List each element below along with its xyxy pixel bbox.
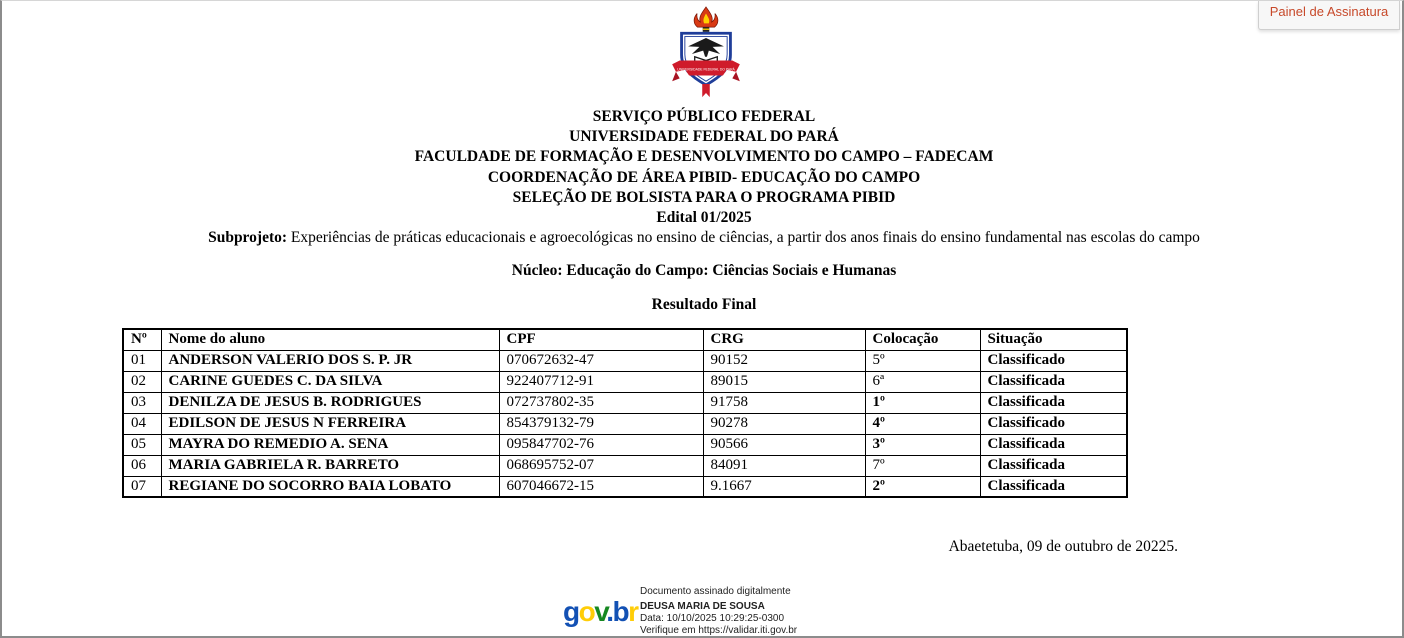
cell-cpf: 070672632-47 [499,350,703,371]
header-line: UNIVERSIDADE FEDERAL DO PARÁ [569,128,839,146]
table-row [123,371,1127,392]
cell-crg: 90278 [703,413,865,434]
govbr-letter: v [594,596,607,627]
col-header-crg: CRG [703,329,865,350]
table-row [123,434,1127,455]
cell-cpf: 922407712-91 [499,371,703,392]
header-line: FACULDADE DE FORMAÇÃO E DESENVOLVIMENTO DO CAMPO – FADECAM [414,148,994,166]
cell-num: 02 [123,371,161,392]
cell-status: Classificada [980,434,1127,455]
nucleo-line: Núcleo: Educação do Campo: Ciências Sociais e Humanas [511,262,897,279]
col-header-rank: Colocação [865,329,980,350]
date-line: Abaetetuba, 09 de outubro de 20225. [948,538,1178,555]
signature-date: Data: 10/10/2025 10:29:25-0300 [640,613,785,624]
cell-num: 06 [123,455,161,476]
cell-name: ANDERSON VALERIO DOS S. P. JR [161,350,499,371]
cell-rank: 3º [865,434,980,455]
cell-crg: 9.1667 [703,476,865,497]
cell-rank: 7º [865,455,980,476]
cell-name: CARINE GUEDES C. DA SILVA [161,371,499,392]
govbr-letter: b [612,596,629,627]
cell-num: 05 [123,434,161,455]
cell-rank: 4º [865,413,980,434]
cell-rank: 5º [865,350,980,371]
cell-name: MARIA GABRIELA R. BARRETO [161,455,499,476]
govbr-letter: . [606,596,613,627]
cell-cpf: 854379132-79 [499,413,703,434]
signer-name: DEUSA MARIA DE SOUSA [640,601,765,612]
header-line: SERVIÇO PÚBLICO FEDERAL [592,108,816,125]
cell-rank: 2º [865,476,980,497]
cell-num: 07 [123,476,161,497]
document-header [2,107,1404,228]
cell-status: Classificada [980,455,1127,476]
govbr-letter: o [578,596,595,627]
cell-name: REGIANE DO SOCORRO BAIA LOBATO [161,476,499,497]
table-row [123,392,1127,413]
cell-name: DENILZA DE JESUS B. RODRIGUES [161,392,499,413]
table-header-row [123,329,1127,350]
header-line: COORDENAÇÃO DE ÁREA PIBID- EDUCAÇÃO DO CAMPO [487,168,921,186]
col-header-status: Situação [980,329,1127,350]
cell-name: MAYRA DO REMEDIO A. SENA [161,434,499,455]
cell-cpf: 072737802-35 [499,392,703,413]
signature-verify-url[interactable]: Verifique em https://validar.iti.gov.br [640,625,798,636]
cell-status: Classificado [980,350,1127,371]
header-line: SELEÇÃO DE BOLSISTA PARA O PROGRAMA PIBID [512,188,896,206]
cell-crg: 84091 [703,455,865,476]
svg-text:UNIVERSIDADE FEDERAL DO PARÁ: UNIVERSIDADE FEDERAL DO PARÁ [677,67,735,72]
subproject-text: Experiências de práticas educacionais e agroecológicas no ensino de ciências, a partir dos anos finais do ensino fundamental nas escolas do campo [287,229,1200,246]
cell-cpf: 095847702-76 [499,434,703,455]
results-table [122,328,1128,498]
cell-status: Classificada [980,476,1127,497]
cell-name: EDILSON DE JESUS N FERREIRA [161,413,499,434]
ufpa-crest-icon [668,6,744,100]
govbr-logo-icon [563,597,637,627]
cell-rank: 1º [865,392,980,413]
col-header-name: Nome do aluno [161,329,499,350]
signature-panel-button[interactable]: Painel de Assinatura [1258,1,1400,30]
subproject-line [2,229,1404,247]
col-header-num: Nº [123,329,161,350]
subproject-label: Subprojeto: [208,229,288,246]
table-row [123,413,1127,434]
signature-details [640,601,797,637]
cell-rank: 6ª [865,371,980,392]
cell-status: Classificada [980,392,1127,413]
cell-status: Classificado [980,413,1127,434]
table-row [123,350,1127,371]
result-title: Resultado Final [651,296,757,313]
cell-cpf: 068695752-07 [499,455,703,476]
cell-crg: 91758 [703,392,865,413]
table-row [123,455,1127,476]
cell-crg: 90152 [703,350,865,371]
cell-crg: 89015 [703,371,865,392]
cell-num: 04 [123,413,161,434]
cell-num: 01 [123,350,161,371]
header-line: Edital 01/2025 [656,209,752,227]
cell-num: 03 [123,392,161,413]
signature-statement: Documento assinado digitalmente [640,586,791,597]
cell-crg: 90566 [703,434,865,455]
govbr-letter: r [628,596,638,627]
cell-status: Classificada [980,371,1127,392]
cell-cpf: 607046672-15 [499,476,703,497]
col-header-cpf: CPF [499,329,703,350]
govbr-letter: g [563,596,579,627]
table-row [123,476,1127,497]
